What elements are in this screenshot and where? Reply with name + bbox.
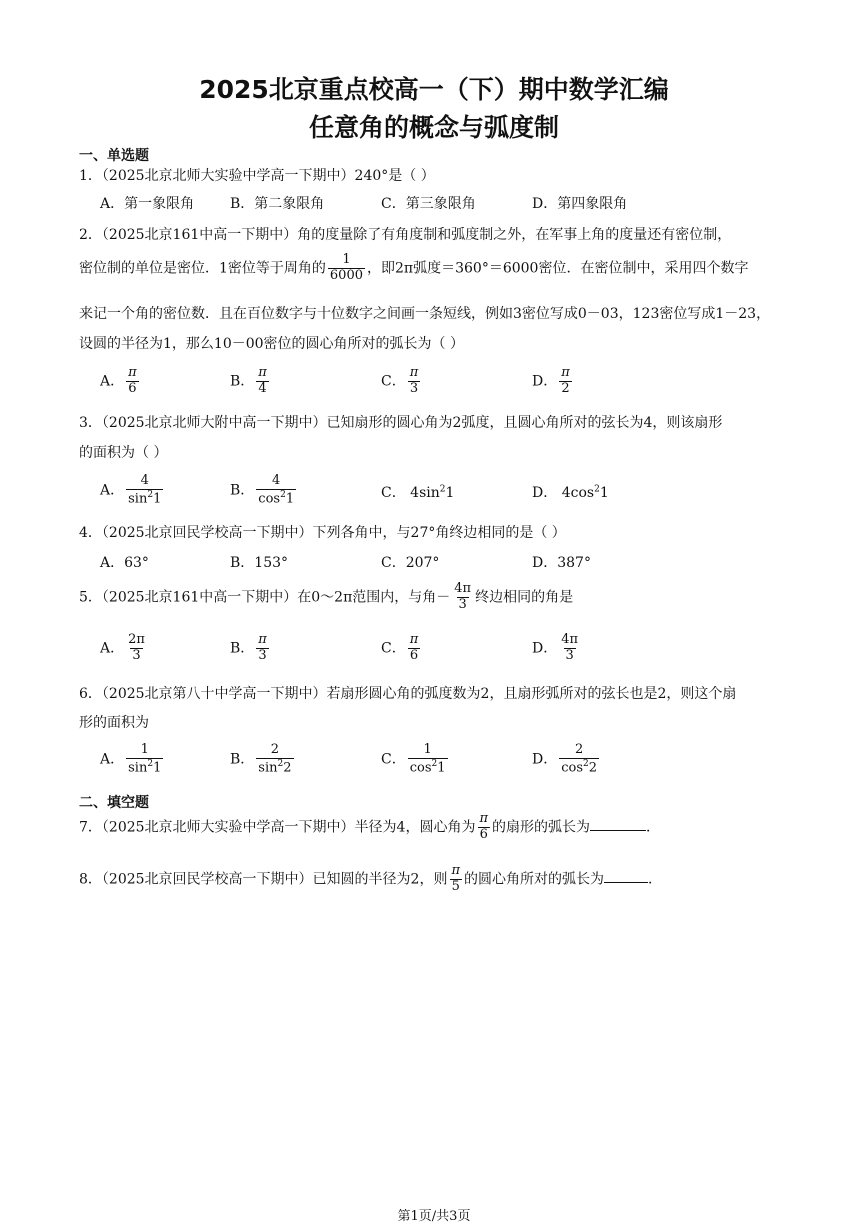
- q5-option-d-label: D．: [532, 640, 558, 657]
- q2-option-a-num: π: [128, 365, 137, 380]
- q3-a-arg: 1: [153, 491, 162, 507]
- q6-line-2: 形的面积为: [79, 715, 149, 731]
- q6-option-c-num: 1: [423, 742, 432, 757]
- q3-option-a-label: A．: [100, 482, 125, 499]
- q6-option-c-frac: [408, 743, 448, 776]
- q3-a-exp: 2: [147, 489, 154, 500]
- q6-option-c-den: [408, 758, 448, 776]
- q5-option-c-frac: [408, 633, 421, 664]
- q5-option-b-num: π: [258, 632, 267, 647]
- q3-d-fn: cos: [570, 485, 595, 501]
- q5-option-d-num: 4π: [561, 632, 579, 647]
- q5-option-b-den: 3: [258, 647, 267, 663]
- q5-option-a-frac: [126, 633, 147, 664]
- q5-option-d-frac: [559, 633, 580, 664]
- q6-option-d-num: 2: [574, 742, 584, 757]
- q3-option-a-den: [126, 489, 163, 507]
- q7-frac: [477, 812, 490, 843]
- q5-option-a-den: 3: [132, 647, 141, 663]
- q2-option-d-num: π: [561, 365, 570, 380]
- q6-option-d-label: D．: [532, 751, 558, 768]
- q4-option-a: A．63°: [100, 555, 149, 571]
- q6-option-b: [230, 743, 296, 776]
- q8-frac-den: 5: [451, 878, 460, 894]
- q2-line-2-text-b: ，即2π弧度＝360°＝6000密位．在密位制中，采用四个数字: [367, 260, 749, 277]
- q3-option-b-frac: [256, 474, 296, 507]
- q2-line-2-text-a: 密位制的单位是密位．1密位等于周角的: [79, 260, 326, 277]
- q5-stem-num: 4π: [454, 581, 472, 596]
- q5-stem-text-a: 5．（2025北京161中高一下期中）在0～2π范围内，与角－: [79, 589, 451, 606]
- q3-option-b: [230, 474, 298, 507]
- q3-a-fn: sin: [128, 491, 148, 507]
- q1-option-d: D．第四象限角: [532, 196, 628, 212]
- q5-stem-frac: [452, 582, 473, 613]
- q6-option-a: [100, 743, 165, 776]
- q2-line-1: 2．（2025北京161中高一下期中）角的度量除了有角度制和弧度制之外，在军事上角的度量还有密位制，: [79, 227, 732, 243]
- page-subtitle: 任意角的概念与弧度制: [308, 113, 559, 142]
- q8-frac: [449, 864, 462, 895]
- q7-end: ．: [646, 819, 660, 836]
- q2-option-a-den: 6: [128, 380, 137, 396]
- q6-b-arg: 2: [283, 760, 292, 776]
- q6-b-fn: sin: [258, 760, 278, 776]
- q3-d-coef: 4: [561, 485, 571, 501]
- q2-fraction-den: 6000: [329, 267, 363, 283]
- q8-text-b: 的圆心角所对的弧长为: [464, 871, 604, 888]
- q3-b-arg: 1: [285, 491, 295, 507]
- q6-option-b-label: B．: [230, 751, 255, 768]
- q3-option-d: [532, 482, 609, 502]
- q2-option-c-den: 3: [409, 380, 419, 396]
- q1-stem: 1．（2025北京北师大实验中学高一下期中）240°是（ ）: [79, 168, 435, 184]
- q5-option-b-label: B．: [230, 640, 255, 657]
- q3-line-2: 的面积为（ ）: [79, 445, 168, 461]
- q6-option-a-num: 1: [140, 742, 149, 757]
- q6-option-c-label: C．: [381, 751, 406, 768]
- q6-line-1: 6．（2025北京第八十中学高一下期中）若扇形圆心角的弧度数为2，且扇形弧所对的弦长也是2，则这个扇: [79, 686, 737, 702]
- q2-option-d-den: 2: [561, 380, 570, 396]
- q8-text-a: 8．（2025北京回民学校高一下期中）已知圆的半径为2，则: [79, 871, 448, 888]
- q5-option-b-frac: [256, 633, 269, 664]
- q7-answer-blank[interactable]: [590, 830, 646, 831]
- q3-option-c-label: C．: [381, 485, 406, 501]
- q2-option-d-frac: [559, 366, 572, 397]
- q5-option-b: [230, 633, 271, 664]
- q7-stem: [79, 812, 660, 843]
- q6-d-arg: 2: [588, 760, 598, 776]
- q6-option-a-frac: [126, 743, 163, 776]
- page-title: 2025北京重点校高一（下）期中数学汇编: [199, 75, 669, 104]
- q2-option-a: [100, 366, 141, 397]
- q2-option-b-den: 4: [258, 380, 267, 396]
- q6-option-b-frac: [256, 743, 293, 776]
- q4-stem: 4．（2025北京回民学校高一下期中）下列各角中，与27°角终边相同的是（ ）: [79, 525, 566, 541]
- q5-option-a-label: A．: [100, 640, 125, 657]
- q6-option-d-den: [559, 758, 599, 776]
- q6-d-fn: cos: [561, 760, 584, 776]
- q6-option-b-den: [256, 758, 293, 776]
- q5-option-c-label: C．: [381, 640, 406, 657]
- q2-option-b: [230, 366, 271, 397]
- q7-frac-den: 6: [479, 826, 488, 842]
- q3-option-d-label: D．: [532, 485, 558, 501]
- q6-a-exp: 2: [147, 758, 154, 769]
- q6-option-b-num: 2: [270, 742, 280, 757]
- q3-c-fn: sin: [419, 485, 440, 501]
- q6-option-d-frac: [559, 743, 599, 776]
- q2-option-b-label: B．: [230, 373, 255, 390]
- q2-option-c-label: C．: [381, 373, 406, 390]
- q5-option-c-num: π: [409, 632, 419, 647]
- q8-frac-num: π: [451, 863, 460, 878]
- q8-end: ．: [648, 871, 662, 888]
- q3-b-exp: 2: [280, 489, 286, 500]
- q3-option-a: [100, 474, 165, 507]
- q6-c-arg: 1: [437, 760, 446, 776]
- q3-b-fn: cos: [258, 491, 281, 507]
- q6-b-exp: 2: [277, 758, 284, 769]
- q3-option-c: [381, 482, 454, 502]
- q2-option-a-label: A．: [100, 373, 125, 390]
- q3-d-exp: 2: [594, 484, 600, 495]
- q6-option-a-label: A．: [100, 751, 125, 768]
- q4-option-d: D．387°: [532, 555, 591, 571]
- page-number: 第1页/共3页: [397, 1209, 471, 1224]
- q3-option-b-label: B．: [230, 482, 255, 499]
- q2-option-c-num: π: [409, 365, 419, 380]
- q8-stem: [79, 864, 662, 895]
- q2-option-d: [532, 366, 574, 397]
- q5-option-d: [532, 633, 582, 664]
- q2-option-d-label: D．: [532, 373, 558, 390]
- q7-text-b: 的扇形的弧长为: [492, 819, 590, 836]
- q2-option-c-frac: [408, 366, 421, 397]
- q3-d-arg: 1: [599, 485, 609, 501]
- q7-text-a: 7．（2025北京北师大实验中学高一下期中）半径为4，圆心角为: [79, 819, 476, 836]
- q6-option-a-den: [126, 758, 163, 776]
- q6-c-fn: cos: [409, 760, 432, 776]
- q2-line-2: [79, 253, 748, 284]
- q6-option-c: [381, 743, 450, 776]
- q3-c-exp: 2: [439, 484, 446, 495]
- q6-option-d: [532, 743, 601, 776]
- q2-line-4: 设圆的半径为1，那么10－00密位的圆心角所对的弧长为（ ）: [79, 336, 464, 352]
- q2-option-b-frac: [256, 366, 269, 397]
- q8-answer-blank[interactable]: [604, 882, 648, 883]
- q2-fraction-num: 1: [342, 252, 351, 267]
- q5-option-a: [100, 633, 149, 664]
- q3-c-arg: 1: [445, 485, 455, 501]
- q6-a-fn: sin: [128, 760, 148, 776]
- q5-option-c: [381, 633, 422, 664]
- q2-fraction: [328, 253, 365, 284]
- q1-option-a: A．第一象限角: [100, 196, 195, 212]
- q6-d-exp: 2: [583, 758, 589, 769]
- q2-option-a-frac: [126, 366, 139, 397]
- q2-option-c: [381, 366, 422, 397]
- section-single-choice: 一、单选题: [79, 148, 149, 164]
- q4-option-c: C．207°: [381, 555, 440, 571]
- q5-option-a-num: 2π: [128, 632, 145, 647]
- section-fill-blank: 二、填空题: [79, 795, 149, 811]
- q7-frac-num: π: [479, 811, 488, 826]
- q5-stem: [79, 582, 573, 613]
- q6-c-exp: 2: [431, 758, 438, 769]
- q2-line-3: 来记一个角的密位数．且在百位数字与十位数字之间画一条短线，例如3密位写成0－03，123密位写成1－23，: [79, 306, 771, 322]
- q3-option-b-den: [256, 489, 296, 507]
- q3-c-coef: 4: [410, 485, 420, 501]
- q3-line-1: 3．（2025北京北师大附中高一下期中）已知扇形的圆心角为2弧度，且圆心角所对的弦长为4，则该扇形: [79, 415, 723, 431]
- q5-stem-text-b: 终边相同的角是: [475, 589, 574, 606]
- q3-option-a-frac: [126, 474, 163, 507]
- q1-option-c: C．第三象限角: [381, 196, 476, 212]
- q3-option-b-num: 4: [272, 473, 281, 488]
- q5-option-c-den: 6: [409, 647, 419, 663]
- q2-option-b-num: π: [258, 365, 267, 380]
- q4-option-b: B．153°: [230, 555, 289, 571]
- q1-option-b: B．第二象限角: [230, 196, 325, 212]
- q6-a-arg: 1: [153, 760, 162, 776]
- q5-option-d-den: 3: [565, 647, 574, 663]
- q5-stem-den: 3: [458, 596, 467, 612]
- q3-option-a-num: 4: [140, 473, 149, 488]
